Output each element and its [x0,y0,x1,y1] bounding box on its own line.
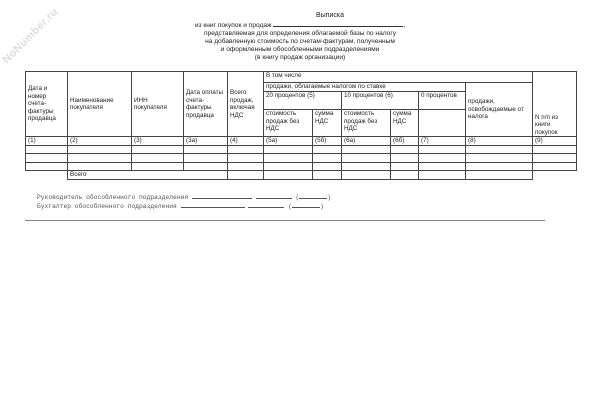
header-cost-20: стоимость продаж без НДС [264,110,313,137]
total-label: Всего [68,171,228,180]
col-number: (7) [419,137,466,146]
header-exempt: продажи, освобождаемые от налога [466,83,533,137]
col-number: (5б) [313,137,342,146]
col-number: (3а) [184,137,228,146]
column-numbers-row [26,137,577,146]
table-row [26,145,577,154]
blank-field [273,20,403,27]
header-0-percent: 0 процентов [419,92,466,110]
signature-accountant: Бухгалтер обособленного подразделения ( ) [37,203,324,210]
header-total: Всего продаж, включая НДС [228,72,264,137]
col-number: (6а) [342,137,391,146]
header-vat-10: сумма НДС [391,110,419,137]
header-line: на добавленную стоимость по счетам-фактурам, полученным [205,38,395,45]
header-vat-20: сумма НДС [313,110,342,137]
sales-table [25,71,577,180]
header-20-percent: 20 процентов (5) [264,92,342,110]
col-number: (4) [228,137,264,146]
col-number: (1) [26,137,68,146]
signature-head-label: Руководитель обособленного подразделения [37,194,189,201]
total-row [26,171,577,180]
header-line: представляемая для определения облагаемой базы по налогу [203,30,397,37]
header-date: Дата и номер счета-фактуры продавца [26,72,68,137]
watermark: NoNumber.ru [0,5,61,67]
document-header: Выписка из книг покупок и продаж , представляемая для определения облагаемой базы по налогу на добавленную стоимость по счетам-фактурам, полученным и оформленным обособленными подразделениями (в книгу продаж организации) [150,12,450,62]
header-cost-10: стоимость продаж без НДС [342,110,391,137]
header-number: N п/п из книги покупок [533,72,577,137]
col-number: (5а) [264,137,313,146]
table-row [26,154,577,163]
header-inn: ИНН покупателя [132,72,184,137]
col-number: (9) [533,137,577,146]
col-number: (3) [132,137,184,146]
header-10-percent: 10 процентов (6) [342,92,419,110]
signature-accountant-label: Бухгалтер обособленного подразделения [37,203,177,210]
header-payment-date: Дата оплаты счета-фактуры продавца [184,72,228,137]
header-including: В том числе [264,72,533,83]
header-taxed: продажи, облагаемые налогом по ставке [264,83,466,92]
header-line: и оформленным обособленными подразделениями [220,46,380,53]
document-title: Выписка [315,12,344,19]
table-row [26,162,577,171]
col-number: (8) [466,137,533,146]
col-number: (2) [68,137,132,146]
col-number: (6б) [391,137,419,146]
header-line: из книг покупок и продаж [194,22,272,29]
header-buyer-name: Наименование покупателя [68,72,132,137]
header-empty [419,110,466,137]
divider-line [25,220,545,221]
header-line: (в книгу продаж организации) [254,54,346,61]
signature-head: Руководитель обособленного подразделения ( ) [37,194,332,201]
